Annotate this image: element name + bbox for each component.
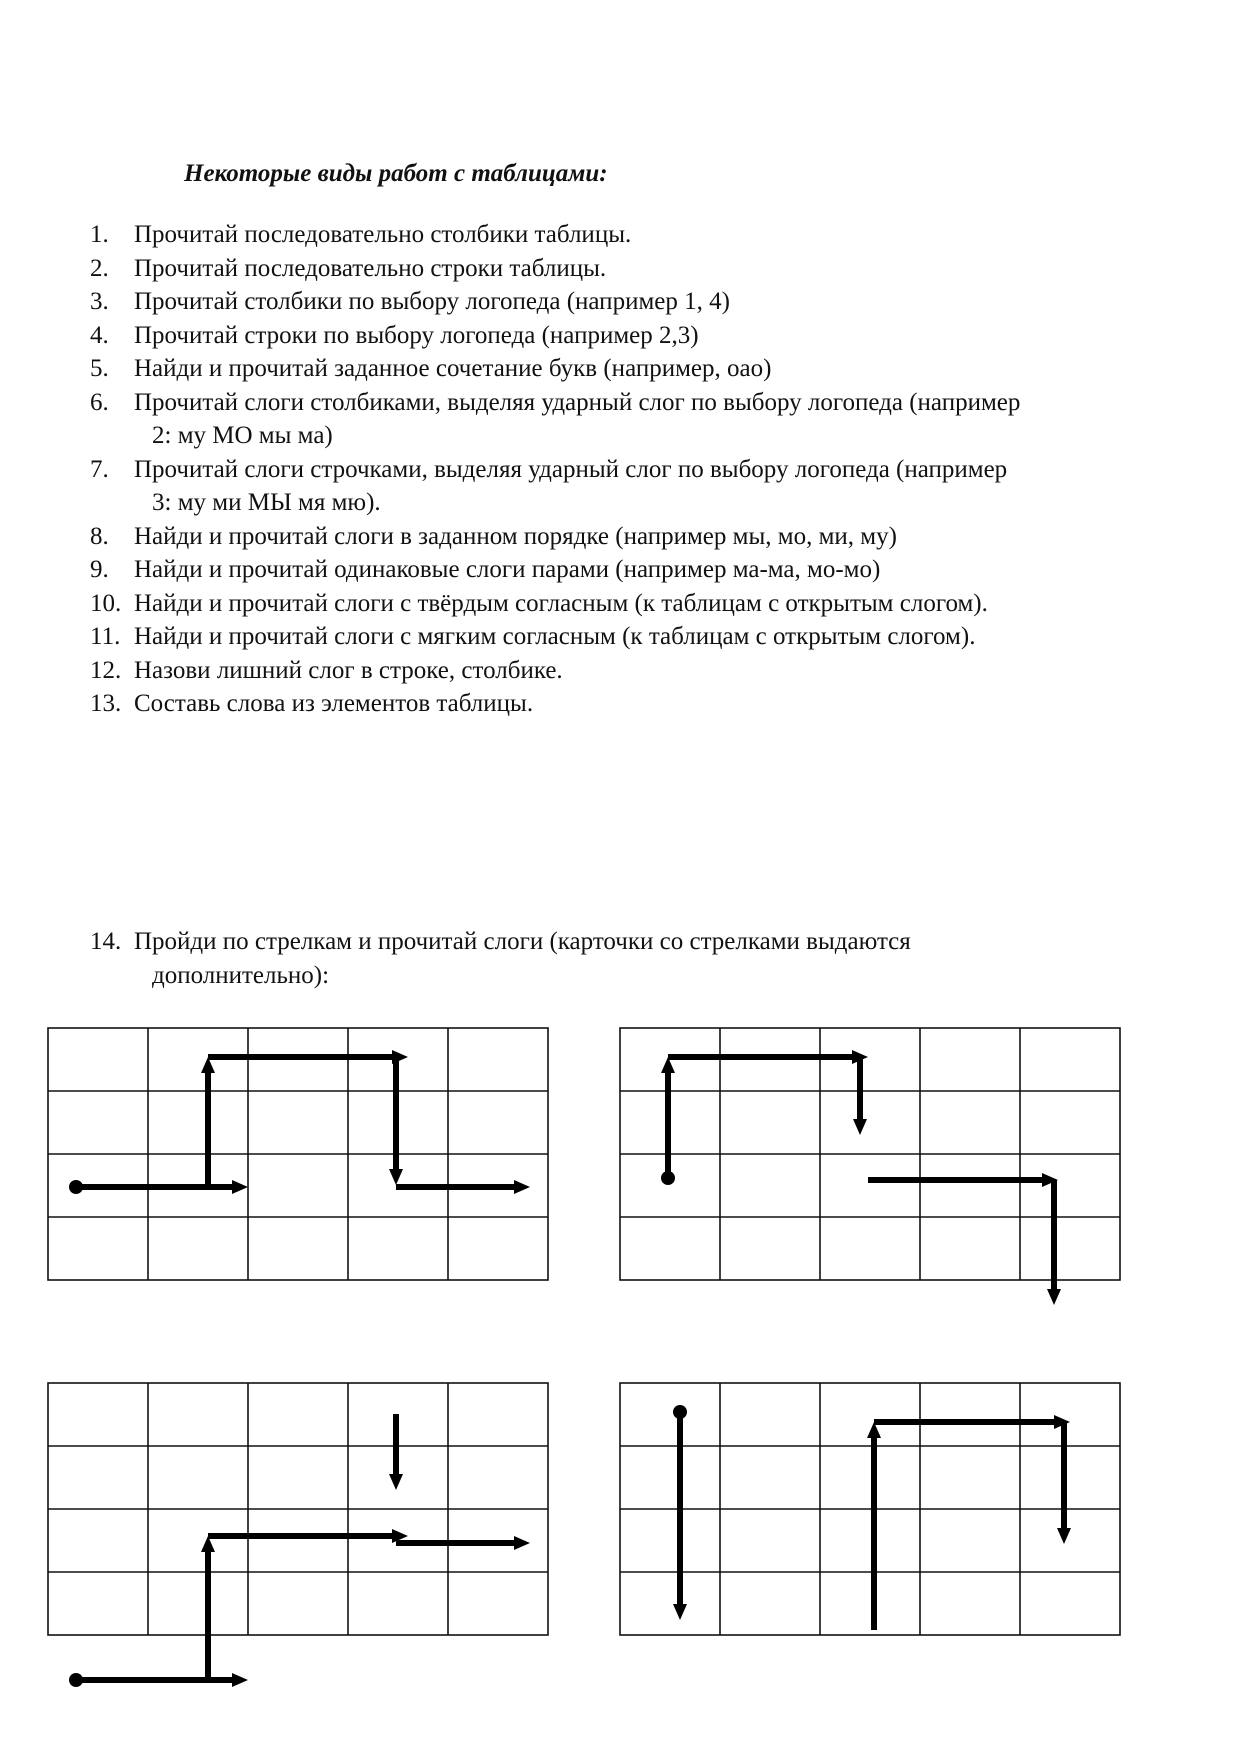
arrow-head (514, 1536, 530, 1550)
arrow-path (661, 1050, 1061, 1305)
item-text-continued: 3: му ми МЫ мя мю). (152, 489, 381, 516)
item-number: 1. (90, 221, 109, 248)
list-item (90, 553, 1190, 587)
item-text: Найди и прочитай слоги с мягким согласным (к таблицам с открытым слогом). (134, 623, 976, 650)
item-number: 3. (90, 288, 109, 315)
arrow-card-2 (608, 1025, 1128, 1315)
card-grid (48, 1383, 548, 1635)
item-number: 8. (90, 522, 109, 550)
item-number: 5. (90, 355, 109, 382)
item-number: 14. (90, 928, 122, 955)
item-text: Найди и прочитай слоги с твёрдым согласным (к таблицам с открытым слогом). (134, 589, 988, 617)
item-text: Прочитай последовательно столбики таблицы. (134, 221, 632, 248)
arrow-card-1 (40, 1025, 560, 1285)
item-number: 9. (90, 556, 109, 583)
task-list (90, 218, 1190, 721)
arrow-head (1057, 1528, 1071, 1544)
item-number: 10. (90, 589, 122, 617)
list-item (90, 252, 1190, 286)
card-grid (48, 1028, 548, 1280)
arrow-head (514, 1180, 530, 1194)
arrow-head (389, 1169, 403, 1185)
item-text-continued: 2: му МО мы ма) (152, 422, 333, 449)
arrow-head (232, 1180, 248, 1194)
item-text: Прочитай столбики по выбору логопеда (например 1, 4) (134, 288, 730, 315)
item-text: Пройди по стрелкам и прочитай слоги (карточки со стрелками выдаются (134, 928, 911, 955)
item-number: 2. (90, 254, 109, 282)
item-text: Найди и прочитай слоги в заданном порядке (например мы, мо, ми, му) (134, 522, 897, 550)
arrow-path (69, 1414, 530, 1687)
list-item (90, 285, 1190, 319)
item-text: Составь слова из элементов таблицы. (134, 690, 534, 717)
arrow-path (69, 1050, 530, 1194)
list-item (90, 620, 1190, 654)
list-item (90, 453, 1190, 520)
arrow-head (673, 1604, 687, 1620)
list-item (90, 218, 1190, 252)
list-item (90, 520, 1190, 554)
item-text: Найди и прочитай одинаковые слоги парами (например ма-ма, мо-мо) (134, 556, 881, 583)
list-item (90, 386, 1190, 453)
item-text: Прочитай слоги столбиками, выделяя ударный слог по выбору логопеда (например (134, 388, 1021, 416)
list-item (90, 654, 1190, 688)
arrow-path (673, 1405, 1071, 1630)
arrow-card-3 (40, 1380, 560, 1710)
list-item (90, 687, 1190, 721)
item-text: Назови лишний слог в строке, столбике. (134, 656, 563, 684)
page-title: Некоторые виды работ с таблицами: (184, 160, 608, 187)
arrow-head (389, 1474, 403, 1490)
item-text: Прочитай последовательно строки таблицы. (134, 254, 607, 282)
item-number: 6. (90, 388, 109, 416)
item-text: Прочитай слоги строчками, выделяя ударный слог по выбору логопеда (например (134, 455, 1008, 483)
task-14 (90, 925, 1234, 992)
arrow-card-4 (608, 1380, 1128, 1640)
item-number: 4. (90, 321, 109, 349)
list-item (90, 319, 1190, 353)
item-number: 7. (90, 455, 109, 483)
item-text: Найди и прочитай заданное сочетание букв (например, оао) (134, 355, 772, 382)
card-grid (620, 1028, 1120, 1280)
item-number: 13. (90, 690, 122, 717)
list-item (90, 587, 1190, 621)
item-number: 12. (90, 656, 122, 684)
list-item (90, 352, 1190, 386)
item-text-continued: дополнительно): (152, 961, 330, 989)
arrow-head (232, 1673, 248, 1687)
item-number: 11. (90, 623, 121, 650)
item-text: Прочитай строки по выбору логопеда (например 2,3) (134, 321, 699, 349)
arrow-head (1047, 1289, 1061, 1305)
arrow-head (853, 1119, 867, 1135)
